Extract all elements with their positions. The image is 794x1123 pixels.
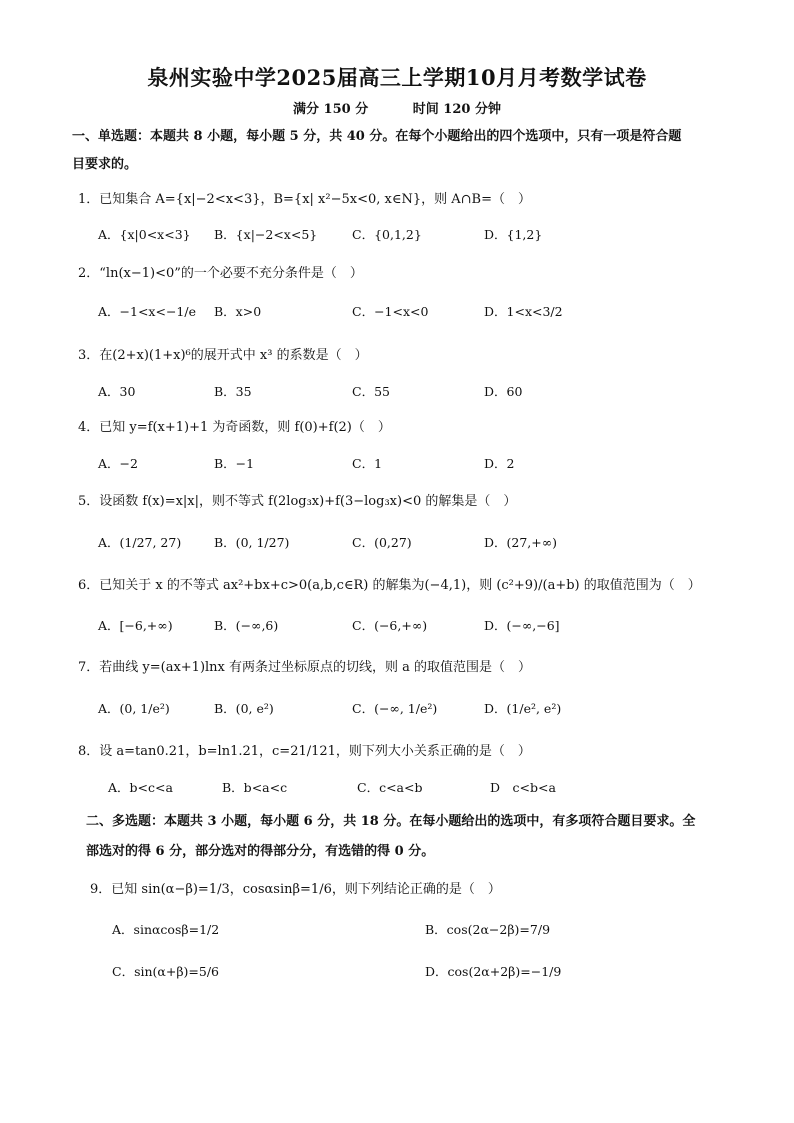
q9-option-b: B．cos(2α−2β)=7/9 <box>425 922 551 937</box>
q8-option-b: B．b<a<c <box>222 780 288 795</box>
q6-option-b: B．(−∞,6) <box>214 618 279 633</box>
q1-option-d: D．{1,2} <box>484 227 543 242</box>
q4-option-b: B．−1 <box>214 456 255 471</box>
question-1-stem: 1．已知集合 A={x|−2<x<3}，B={x| x²−5x<0, x∈N}，则 A∩B=（ ） <box>78 192 531 207</box>
q8-option-d: D c<b<a <box>490 780 556 795</box>
q5-option-b: B．(0, 1/27) <box>214 535 290 550</box>
q5-option-c: C．(0,27) <box>352 535 412 550</box>
exam-meta <box>0 98 794 117</box>
q7-option-b: B．(0, e²) <box>214 701 274 716</box>
question-2-stem: 2．“ln(x−1)<0”的一个必要不充分条件是（ ） <box>78 266 363 281</box>
section1-heading-line1: 一、单选题：本题共 8 小题，每小题 5 分，共 40 分。在每个小题给出的四个选项中，只有一项是符合题 <box>72 129 682 144</box>
q3-option-d: D．60 <box>484 384 523 399</box>
q9-option-c: C．sin(α+β)=5/6 <box>112 964 220 979</box>
q7-option-d: D．(1/e², e²) <box>484 701 562 716</box>
q4-option-d: D．2 <box>484 456 515 471</box>
q6-option-d: D．(−∞,−6] <box>484 618 560 633</box>
q6-option-a: A．[−6,+∞) <box>98 618 173 633</box>
q6-option-c: C．(−6,+∞) <box>352 618 428 633</box>
question-3-stem: 3．在(2+x)(1+x)⁶的展开式中 x³ 的系数是（ ） <box>78 348 368 363</box>
section2-heading-line2: 部选对的得 6 分，部分选对的得部分分，有选错的得 0 分。 <box>86 844 435 859</box>
page-title: 泉州实验中学2025届高三上学期10月月考数学试卷 <box>147 65 647 90</box>
question-6-stem: 6．已知关于 x 的不等式 ax²+bx+c>0(a,b,c∈R) 的解集为(−4,1)，则 (c²+9)/(a+b) 的取值范围为（ ） <box>78 578 701 593</box>
question-4-stem: 4．已知 y=f(x+1)+1 为奇函数，则 f(0)+f(2)（ ） <box>78 420 391 435</box>
section2-heading-line1: 二、多选题：本题共 3 小题，每小题 6 分，共 18 分。在每小题给出的选项中，有多项符合题目要求。全 <box>86 814 696 829</box>
q9-option-a: A．sinαcosβ=1/2 <box>112 922 220 937</box>
q5-option-d: D．(27,+∞) <box>484 535 558 550</box>
q7-option-c: C．(−∞, 1/e²) <box>352 701 438 716</box>
q1-option-a: A．{x|0<x<3} <box>98 227 191 242</box>
question-8-stem: 8．设 a=tan0.21，b=ln1.21，c=21/121，则下列大小关系正确的是（ ） <box>78 744 531 759</box>
time-limit: 时间 120 分钟 <box>412 102 501 117</box>
question-5-stem: 5．设函数 f(x)=x|x|，则不等式 f(2log₃x)+f(3−log₃x)<0 的解集是（ ） <box>78 494 517 509</box>
q3-option-c: C．55 <box>352 384 390 399</box>
q2-option-b: B．x>0 <box>214 304 262 319</box>
q4-option-a: A．−2 <box>98 456 138 471</box>
question-9-stem: 9．已知 sin(α−β)=1/3，cosαsinβ=1/6，则下列结论正确的是（ ） <box>90 882 501 897</box>
q3-option-b: B．35 <box>214 384 252 399</box>
q8-option-a: A．b<c<a <box>108 780 173 795</box>
q2-option-a: A．−1<x<−1/e <box>98 304 196 319</box>
q3-option-a: A．30 <box>98 384 136 399</box>
q9-option-d: D．cos(2α+2β)=−1/9 <box>425 964 562 979</box>
q2-option-d: D．1<x<3/2 <box>484 304 563 319</box>
section1-heading-line2: 目要求的。 <box>72 157 138 172</box>
q4-option-c: C．1 <box>352 456 383 471</box>
q8-option-c: C．c<a<b <box>357 780 423 795</box>
q1-option-c: C．{0,1,2} <box>352 227 422 242</box>
question-7-stem: 7．若曲线 y=(ax+1)lnx 有两条过坐标原点的切线，则 a 的取值范围是（ ） <box>78 660 532 675</box>
q7-option-a: A．(0, 1/e²) <box>98 701 170 716</box>
q5-option-a: A．(1/27, 27) <box>98 535 182 550</box>
full-score: 满分 150 分 <box>293 102 369 117</box>
q2-option-c: C．−1<x<0 <box>352 304 429 319</box>
q1-option-b: B．{x|−2<x<5} <box>214 227 318 242</box>
